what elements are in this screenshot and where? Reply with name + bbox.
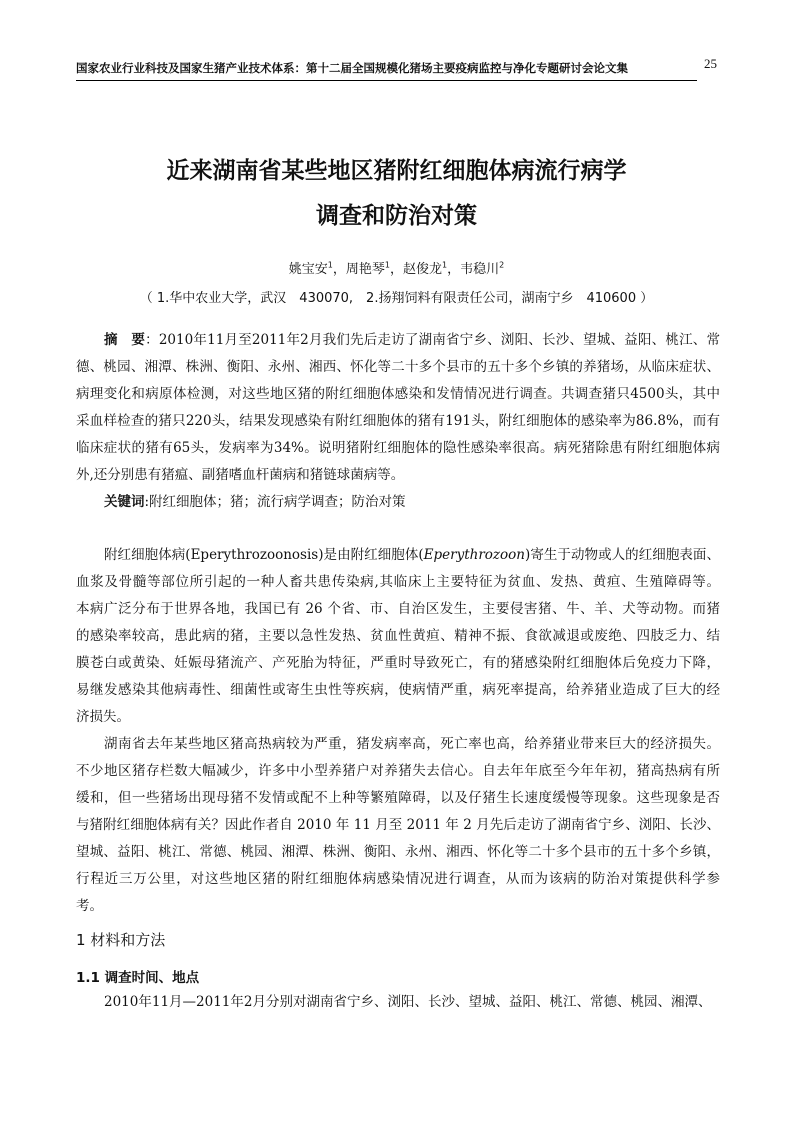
keywords-label: 关键词 xyxy=(104,494,145,510)
author: 姚宝安$^1$， xyxy=(288,260,346,277)
paragraph-line: 附红细胞体病(Eperythrozoonosis)是由附红细胞体(Eperythrozoon)寄生于动物或人的红细胞表面、 xyxy=(104,547,720,563)
abstract-line: 摘 要：2010年11月至2011年2月我们先后走访了湖南省宁乡、浏阳、长沙、望城、益阳、桃江、常 xyxy=(104,332,720,348)
abstract-line: 病理变化和病原体检测，对这些地区猪的附红细胞体感染和发情情况进行调查。共调查猪只4500头，其中 xyxy=(76,386,720,402)
paragraph-line: 缓和，但一些猪场出现母猪不发情或配不上种等繁殖障碍，以及仔猪生长速度缓慢等现象。这些现象是否 xyxy=(76,790,720,806)
author-list xyxy=(0,258,793,277)
paragraph-line: 考。 xyxy=(76,898,103,914)
paragraph-line: 与猪附红细胞体病有关？因此作者自 2010 年 11 月至 2011 年 2 月先后走访了湖南省宁乡、浏阳、长沙、 xyxy=(76,817,720,833)
abstract-line: 采血样检查的猪只220头，结果发现感染有附红细胞体的猪有191头，附红细胞体的感染率为86.8%，而有 xyxy=(76,413,720,429)
paragraph-line: 望城、益阳、桃江、常德、桃园、湘潭、株洲、衡阳、永州、湘西、怀化等二十多个县市的五十多个乡镇， xyxy=(76,844,720,860)
intro-paragraph-2 xyxy=(76,731,720,920)
subsection-heading: 1.1 调查时间、地点 xyxy=(76,970,200,986)
intro-paragraph-1 xyxy=(76,542,720,731)
paragraph-line: 血浆及骨髓等部位所引起的一种人畜共患传染病,其临床上主要特征为贫血、发热、黄疸、生殖障碍等。 xyxy=(76,574,720,590)
paragraph-line: 膜苍白或黄染、妊娠母猪流产、产死胎为特征，严重时导致死亡，有的猪感染附红细胞体后免疫力下降， xyxy=(76,655,720,671)
abstract-line: 临床症状的猪有65头，发病率为34%。说明猪附红细胞体的隐性感染率很高。病死猪除患有附红细胞体病 xyxy=(76,440,720,456)
abstract-label: 摘 要 xyxy=(104,332,146,348)
author: 周艳琴$^1$， xyxy=(345,260,403,277)
paragraph-line: 济损失。 xyxy=(76,709,130,725)
author: 韦稳川$^2$ xyxy=(460,260,505,277)
affiliation: （ 1.华中农业大学，武汉 430070, 2.扬翔饲料有限责任公司，湖南宁乡 410600 ） xyxy=(139,291,654,306)
paragraph-line: 的感染率较高，患此病的猪，主要以急性发热、贫血性黄疸、精神不振、食欲减退或废绝、四肢乏力、结 xyxy=(76,628,720,644)
paragraph-line: 本病广泛分布于世界各地，我国已有 26 个省、市、自治区发生，主要侵害猪、牛、羊、犬等动物。而猪 xyxy=(76,601,720,617)
author: 赵俊龙$^1$， xyxy=(403,260,461,277)
section-heading: 1 材料和方法 xyxy=(76,931,166,949)
paragraph-line: 易继发感染其他病毒性、细菌性或寄生虫性等疾病，使病情严重，病死率提高，给养猪业造成了巨大的经 xyxy=(76,682,720,698)
page-number: 25 xyxy=(704,56,717,71)
subsection-paragraph xyxy=(76,989,720,1016)
header-rule xyxy=(76,80,697,81)
abstract xyxy=(76,327,720,516)
paragraph-line: 湖南省去年某些地区猪高热病较为严重，猪发病率高，死亡率也高，给养猪业带来巨大的经济损失。 xyxy=(104,736,720,752)
abstract-line: 外,还分别患有猪瘟、副猪嗜血杆菌病和猪链球菌病等。 xyxy=(76,467,405,483)
abstract-line: 德、桃园、湘潭、株洲、衡阳、永州、湘西、怀化等二十多个县市的五十多个乡镇的养猪场，从临床症状、 xyxy=(76,359,720,375)
running-header: 国家农业行业科技及国家生猪产业技术体系：第十二届全国规模化猪场主要疫病监控与净化专题研讨会论文集 xyxy=(76,61,628,75)
paragraph-line: 不少地区猪存栏数大幅减少，许多中小型养猪户对养猪失去信心。自去年年底至今年年初，猪高热病有所 xyxy=(76,763,720,779)
keywords: 关键词:附红细胞体；猪；流行病学调查；防治对策 xyxy=(104,494,406,510)
paragraph-line: 行程近三万公里，对这些地区猪的附红细胞体病感染情况进行调查，从而为该病的防治对策提供科学参 xyxy=(76,871,720,887)
paper-title-line-2: 调查和防治对策 xyxy=(316,203,477,229)
paper-title-line-1: 近来湖南省某些地区猪附红细胞体病流行病学 xyxy=(166,158,627,184)
paragraph-line: 2010年11月—2011年2月分别对湖南省宁乡、浏阳、长沙、望城、益阳、桃江、常德、桃园、湘潭、 xyxy=(104,994,712,1010)
